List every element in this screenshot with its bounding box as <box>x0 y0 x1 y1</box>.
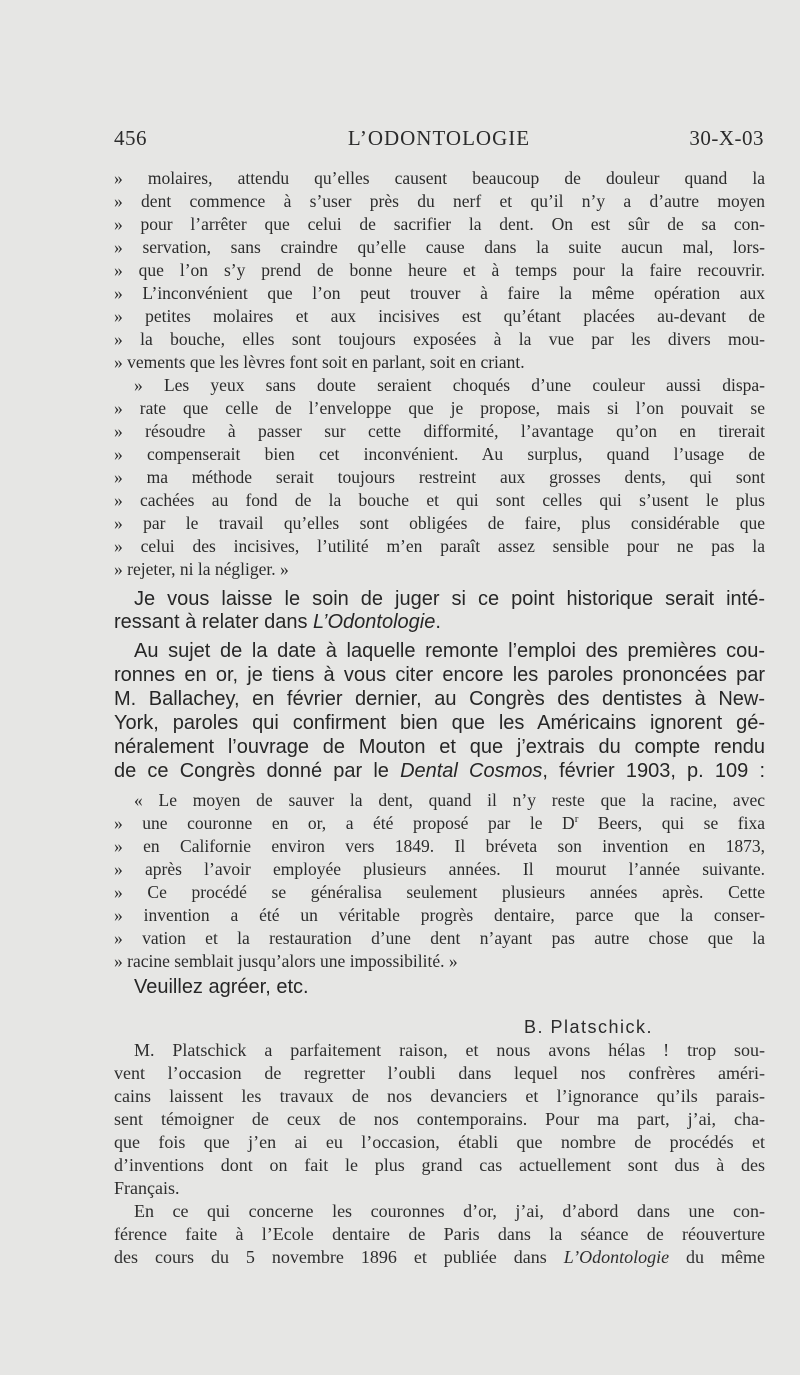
text-line: férence faite à l’Ecole dentaire de Paris dans la séance de réouverture <box>114 1224 765 1244</box>
page-number: 456 <box>114 126 147 150</box>
text-line: » résoudre à passer sur cette difformité, l’avantage qu’on en tirerait <box>114 421 765 441</box>
text-line: » racine semblait jusqu’alors une impossibilité. » <box>114 951 458 971</box>
text-line: ressant à relater dans L’Odontologie. <box>114 611 441 633</box>
text-line: » rate que celle de l’enveloppe que je propose, mais si l’on pouvait se <box>114 398 765 418</box>
text-line: » L’inconvénient que l’on peut trouver à faire la même opération aux <box>114 283 765 303</box>
text-line: En ce qui concerne les couronnes d’or, j’ai, d’abord dans une con- <box>134 1201 765 1221</box>
text-line: » après l’avoir employée plusieurs années. Il mourut l’année suivante. <box>114 859 765 879</box>
text-line: Au sujet de la date à laquelle remonte l’emploi des premières cou- <box>134 640 765 662</box>
text-line: » servation, sans craindre qu’elle cause dans la suite aucun mal, lors- <box>114 237 765 257</box>
text-line: » celui des incisives, l’utilité m’en paraît assez sensible pour ne pas la <box>114 536 765 556</box>
text-line: » compenserait bien cet inconvénient. Au surplus, quand l’usage de <box>114 444 765 464</box>
text-line: ronnes en or, je tiens à vous citer encore les paroles prononcées par <box>114 664 765 686</box>
closing-line: Veuillez agréer, etc. <box>134 976 309 998</box>
text-line: » petites molaires et aux incisives est qu’étant placées au-devant de <box>114 306 765 326</box>
text-line: » par le travail qu’elles sont obligées de faire, plus considérable que <box>114 513 765 533</box>
journal-citation: L’Odontologie <box>563 1247 670 1267</box>
text-line: que fois que j’en ai eu l’occasion, établi que nombre de procédés et <box>114 1132 765 1152</box>
text-line: vent l’occasion de regretter l’oubli dans lequel nos confrères améri- <box>114 1063 765 1083</box>
text-line: » en Californie environ vers 1849. Il bréveta son invention en 1873, <box>114 836 765 856</box>
text-line: Je vous laisse le soin de juger si ce point historique serait inté- <box>134 588 765 610</box>
text-line: « Le moyen de sauver la dent, quand il n’y reste que la racine, avec <box>134 790 765 810</box>
journal-citation: L’Odontologie <box>313 611 436 633</box>
issue-date: 30-X-03 <box>689 126 764 150</box>
text-line: néralement l’ouvrage de Mouton et que j’extrais du compte rendu <box>114 736 765 758</box>
text-line: » ma méthode serait toujours restreint aux grosses dents, qui sont <box>114 467 765 487</box>
text-line: » rejeter, ni la négliger. » <box>114 559 289 579</box>
text-line: des cours du 5 novembre 1896 et publiée dans L’Odontologie du même <box>114 1247 766 1267</box>
text-line: cains laissent les travaux de nos devanciers et l’ignorance qu’ils parais- <box>114 1086 765 1106</box>
text-line: » dent commence à s’user près du nerf et qu’il n’y a d’autre moyen <box>114 191 765 211</box>
text-line: » invention a été un véritable progrès dentaire, parce que la conser- <box>114 905 765 925</box>
text-line: » molaires, attendu qu’elles causent beaucoup de douleur quand la <box>114 168 765 188</box>
text-line: M. Platschick a parfaitement raison, et nous avons hélas ! trop sou- <box>134 1040 765 1060</box>
text-line: d’inventions dont on fait le plus grand cas actuellement sont dus à des <box>114 1155 765 1175</box>
text-line: » Les yeux sans doute seraient choqués d’une couleur aussi dispa- <box>134 375 765 395</box>
journal-title: L’ODONTOLOGIE <box>347 126 531 150</box>
signature: B. Platschick. <box>524 1017 654 1037</box>
running-header <box>114 126 764 156</box>
text-line: » Ce procédé se généralisa seulement plusieurs années après. Cette <box>114 882 765 902</box>
text-line: de ce Congrès donné par le Dental Cosmos, février 1903, p. 109 : <box>114 760 765 782</box>
text-line: » vation et la restauration d’une dent n’ayant pas autre chose que la <box>114 928 765 948</box>
text-line: » que l’on s’y prend de bonne heure et à temps pour la faire recouvrir. <box>114 260 765 280</box>
text-line: Français. <box>114 1178 180 1198</box>
text-line: » cachées au fond de la bouche et qui sont celles qui s’usent le plus <box>114 490 765 510</box>
journal-citation: Dental Cosmos <box>400 760 543 782</box>
text-line: » une couronne en or, a été proposé par le $D^r$ Beers, qui se fixa <box>114 813 765 833</box>
text-line: sent témoigner de ceux de nos contemporains. Pour ma part, j’ai, cha- <box>114 1109 765 1129</box>
text-line: York, paroles qui confirment bien que les Américains ignorent gé- <box>114 712 765 734</box>
text-line: M. Ballachey, en février dernier, au Congrès des dentistes à New- <box>114 688 765 710</box>
text-line: » la bouche, elles sont toujours exposées à la vue par les divers mou- <box>114 329 765 349</box>
text-line: » vements que les lèvres font soit en parlant, soit en criant. <box>114 352 525 372</box>
text-line: » pour l’arrêter que celui de sacrifier la dent. On est sûr de sa con- <box>114 214 765 234</box>
